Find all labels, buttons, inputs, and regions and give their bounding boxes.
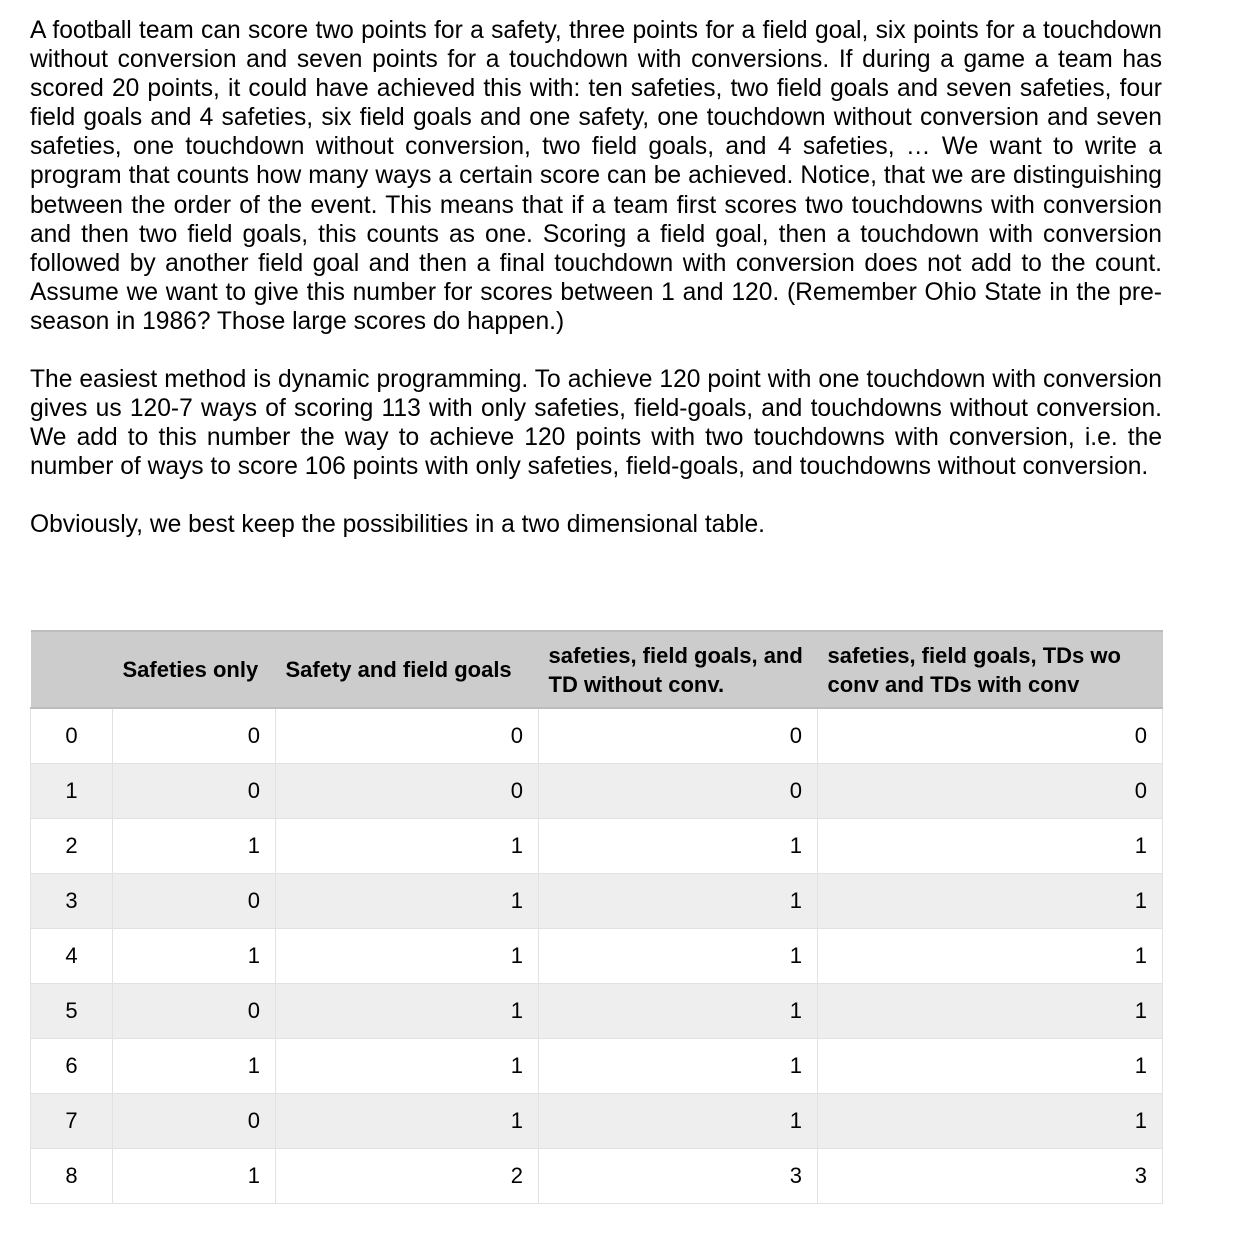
cell-all-scoring: 1 xyxy=(818,1038,1163,1093)
cell-score: 6 xyxy=(31,1038,113,1093)
cell-safeties-only: 0 xyxy=(113,763,276,818)
cell-with-td-without-conv: 1 xyxy=(539,1038,818,1093)
cell-safety-field-goals: 1 xyxy=(276,1093,539,1148)
cell-score: 4 xyxy=(31,928,113,983)
cell-safety-field-goals: 1 xyxy=(276,928,539,983)
cell-safeties-only: 1 xyxy=(113,1148,276,1203)
cell-safety-field-goals: 1 xyxy=(276,1038,539,1093)
document-body xyxy=(30,16,1162,540)
table-row xyxy=(31,818,1163,873)
cell-score: 3 xyxy=(31,873,113,928)
cell-safety-field-goals: 1 xyxy=(276,818,539,873)
table-row xyxy=(31,763,1163,818)
table-intro-paragraph: Obviously, we best keep the possibilities in a two dimensional table. xyxy=(30,511,766,539)
cell-score: 7 xyxy=(31,1093,113,1148)
cell-with-td-without-conv: 1 xyxy=(539,873,818,928)
cell-with-td-without-conv: 0 xyxy=(539,708,818,763)
cell-safety-field-goals: 1 xyxy=(276,873,539,928)
cell-score: 5 xyxy=(31,983,113,1038)
cell-all-scoring: 1 xyxy=(818,1093,1163,1148)
cell-safeties-only: 0 xyxy=(113,708,276,763)
cell-all-scoring: 0 xyxy=(818,763,1163,818)
table-row xyxy=(31,873,1163,928)
score-ways-table xyxy=(30,630,1163,1204)
header-safeties-only: Safeties only xyxy=(113,631,276,708)
cell-all-scoring: 1 xyxy=(818,818,1163,873)
cell-safeties-only: 1 xyxy=(113,1038,276,1093)
cell-all-scoring: 0 xyxy=(818,708,1163,763)
table-header-row xyxy=(31,631,1163,708)
cell-with-td-without-conv: 1 xyxy=(539,983,818,1038)
table-row xyxy=(31,983,1163,1038)
cell-safeties-only: 0 xyxy=(113,983,276,1038)
cell-safeties-only: 1 xyxy=(113,818,276,873)
cell-safety-field-goals: 0 xyxy=(276,763,539,818)
cell-safeties-only: 0 xyxy=(113,873,276,928)
cell-safety-field-goals: 2 xyxy=(276,1148,539,1203)
table-row xyxy=(31,1148,1163,1203)
header-index xyxy=(31,631,113,708)
table-row xyxy=(31,1038,1163,1093)
method-paragraph: The easiest method is dynamic programming. To achieve 120 point with one touchdown with conversion gives us 120-7 ways of scoring 113 with only safeties, field-goals, and touchdowns without conversion. We add to this number the way to achieve 120 points with two touchdowns with conversion, i.e. the number of ways to score 106 points with only safeties, field-goals, and touchdowns without conversion. xyxy=(30,366,1162,481)
cell-with-td-without-conv: 3 xyxy=(539,1148,818,1203)
cell-score: 2 xyxy=(31,818,113,873)
cell-with-td-without-conv: 1 xyxy=(539,818,818,873)
cell-score: 8 xyxy=(31,1148,113,1203)
cell-safeties-only: 1 xyxy=(113,928,276,983)
cell-safety-field-goals: 1 xyxy=(276,983,539,1038)
table-row xyxy=(31,708,1163,763)
cell-all-scoring: 1 xyxy=(818,928,1163,983)
cell-safety-field-goals: 0 xyxy=(276,708,539,763)
cell-score: 1 xyxy=(31,763,113,818)
table-row xyxy=(31,928,1163,983)
cell-all-scoring: 1 xyxy=(818,873,1163,928)
cell-with-td-without-conv: 0 xyxy=(539,763,818,818)
problem-paragraph: A football team can score two points for a safety, three points for a field goal, six points for a touchdown without conversion and seven points for a touchdown with conversions. If during a game a team has scored 20 points, it could have achieved this with: ten safeties, two field goals and seven safeties, four field goals and 4 safeties, six field goals and one safety, one touchdown without conversion and seven safeties, one touchdown without conversion, two field goals, and 4 safeties, … We want to write a program that counts how many ways a certain score can be achieved. Notice, that we are distinguishing between the order of the event. This means that if a team first scores two touchdowns with conversion and then two field goals, this counts as one. Scoring a field goal, then a touchdown with conversion followed by another field goal and then a final touchdown with conversion does not add to the count. Assume we want to give this number for scores between 1 and 120. (Remember Ohio State in the pre-season in 1986? Those large scores do happen.) xyxy=(30,17,1162,335)
header-all-scoring: safeties, field goals, TDs wo conv and TDs with conv xyxy=(818,631,1163,708)
cell-with-td-without-conv: 1 xyxy=(539,928,818,983)
cell-all-scoring: 1 xyxy=(818,983,1163,1038)
cell-with-td-without-conv: 1 xyxy=(539,1093,818,1148)
cell-score: 0 xyxy=(31,708,113,763)
header-with-td-without-conv: safeties, field goals, and TD without conv. xyxy=(539,631,818,708)
cell-safeties-only: 0 xyxy=(113,1093,276,1148)
table-row xyxy=(31,1093,1163,1148)
header-safety-field-goals: Safety and field goals xyxy=(276,631,539,708)
cell-all-scoring: 3 xyxy=(818,1148,1163,1203)
